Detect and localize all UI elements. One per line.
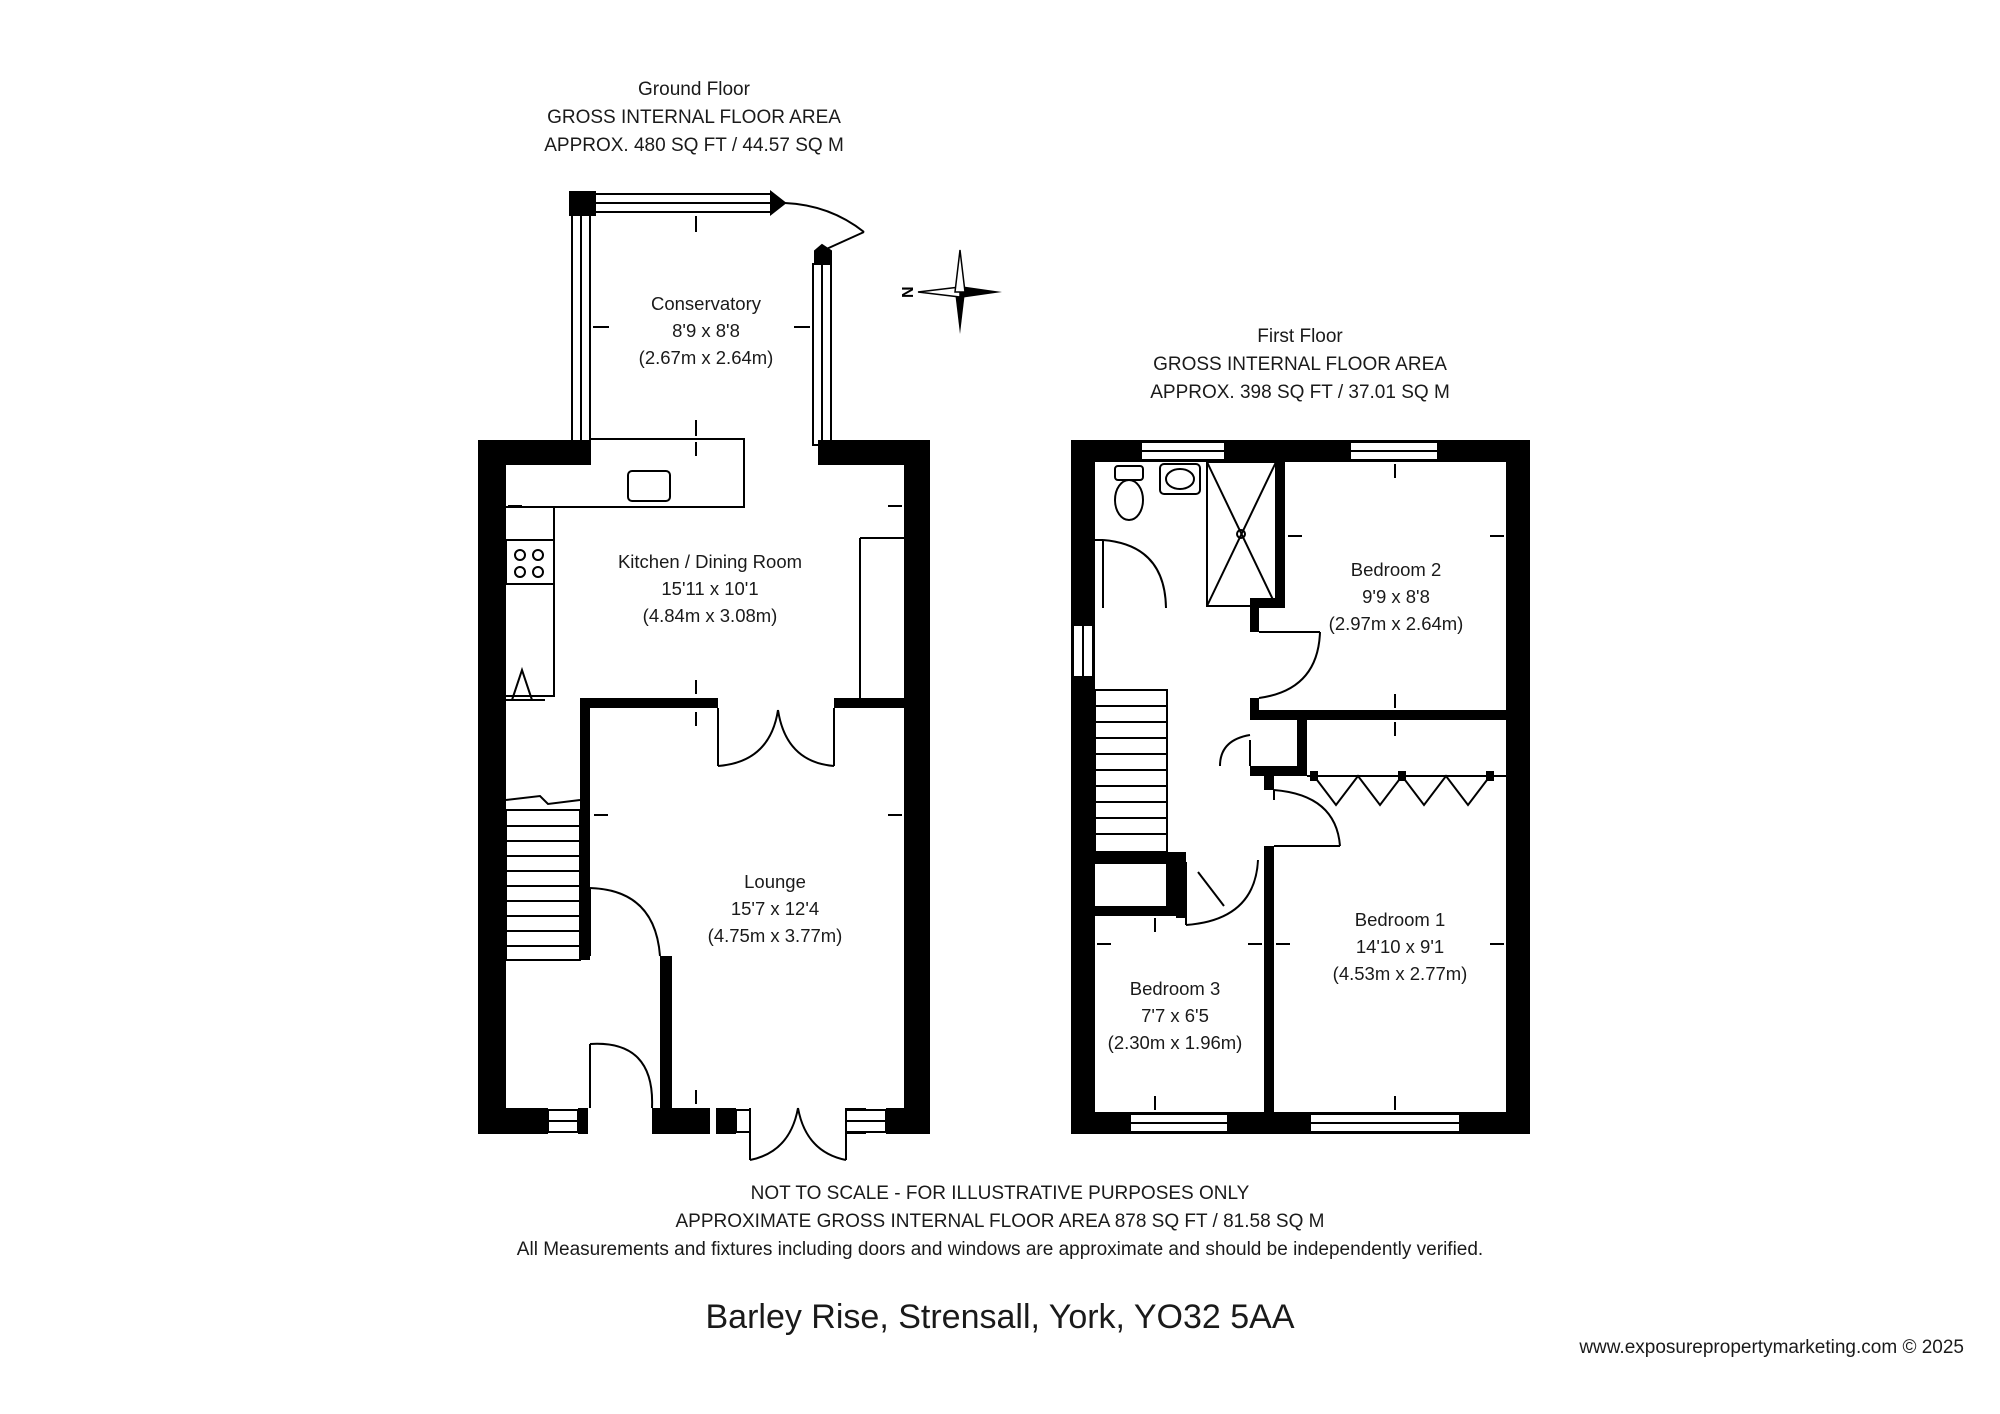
room-name: Bedroom 3 [1129,978,1221,999]
first-floor-title: First Floor [1257,326,1343,347]
room-label-lounge [625,868,925,949]
room-label-bedroom2 [1286,556,1506,637]
room-imperial: 15'7 x 12'4 [730,898,820,919]
disclaimer-line-2: APPROXIMATE GROSS INTERNAL FLOOR AREA 878 SQ FT / 81.58 SQ M [675,1211,1325,1232]
room-name: Kitchen / Dining Room [617,551,803,572]
room-metric: (4.84m x 3.08m) [642,605,778,626]
room-label-kitchen [560,548,860,629]
room-metric: (4.53m x 2.77m) [1332,963,1468,984]
website-credit: www.exposurepropertymarketing.com © 2025 [1579,1337,1964,1358]
first-floor-header [1100,323,1500,407]
room-imperial: 15'11 x 10'1 [661,578,759,599]
room-name: Bedroom 2 [1350,559,1442,580]
room-label-bedroom3 [1085,975,1265,1056]
room-name: Bedroom 1 [1354,909,1446,930]
room-metric: (2.67m x 2.64m) [638,347,774,368]
ground-floor-header [494,76,894,160]
compass-rose-icon [900,250,1002,334]
disclaimer-line-1: NOT TO SCALE - FOR ILLUSTRATIVE PURPOSES ONLY [750,1183,1250,1204]
room-metric: (2.30m x 1.96m) [1107,1032,1243,1053]
ground-floor-area: APPROX. 480 SQ FT / 44.57 SQ M [544,135,844,156]
room-metric: (4.75m x 3.77m) [707,925,843,946]
property-address: Barley Rise, Strensall, York, YO32 5AA [705,1298,1295,1336]
room-label-bedroom1 [1290,906,1510,987]
room-imperial: 8'9 x 8'8 [672,320,740,341]
room-imperial: 7'7 x 6'5 [1141,1005,1209,1026]
first-floor-area: APPROX. 398 SQ FT / 37.01 SQ M [1150,382,1450,403]
ground-floor-title: Ground Floor [638,79,750,100]
room-imperial: 9'9 x 8'8 [1362,586,1430,607]
room-name: Conservatory [650,293,761,314]
ground-floor-area-label: GROSS INTERNAL FLOOR AREA [547,107,841,128]
compass-north-label: N [900,286,917,298]
disclaimer-line-3: All Measurements and fixtures including doors and windows are approximate and should be independently verified. [516,1239,1484,1260]
room-name: Lounge [744,871,806,892]
room-label-conservatory [596,290,816,371]
first-floor-area-label: GROSS INTERNAL FLOOR AREA [1153,354,1447,375]
disclaimer [0,1180,2000,1264]
room-imperial: 14'10 x 9'1 [1355,936,1445,957]
ground-floor-walls [478,440,930,1134]
room-metric: (2.97m x 2.64m) [1328,613,1464,634]
